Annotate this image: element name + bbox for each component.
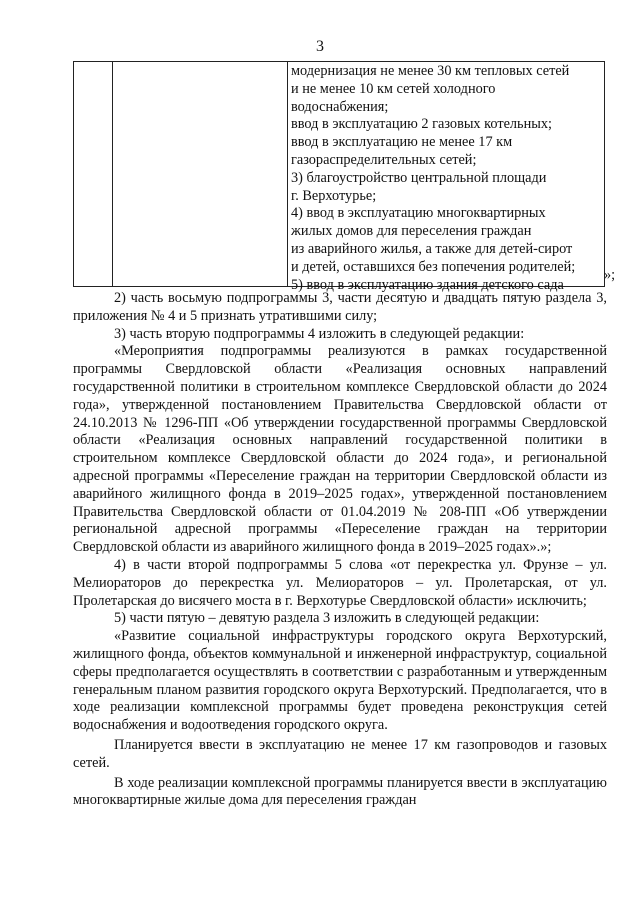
table-column-divider bbox=[287, 61, 288, 287]
paragraph: 4) в части второй подпрограммы 5 слова «от перекрестка ул. Фрунзе – ул. Мелиораторов до перекрестка ул. Мелиораторов – ул. Пролетарская, от ул. Пролетарская до висячего моста в г. Верхотурье Свердловской области» исключить; bbox=[73, 556, 607, 609]
paragraph: 5) части пятую – девятую раздела 3 изложить в следующей редакции: bbox=[114, 610, 540, 627]
table-cell-line: газораспределительных сетей; bbox=[291, 151, 477, 168]
table-cell-line: и детей, оставшихся без попечения родителей; bbox=[291, 258, 576, 275]
table-cell-line: ввод в эксплуатацию 2 газовых котельных; bbox=[291, 116, 552, 133]
table-cell-line: из аварийного жилья, а также для детей-сирот bbox=[291, 240, 573, 257]
table-cell-line: г. Верхотурье; bbox=[291, 187, 377, 204]
table-cell-line: модернизация не менее 30 км тепловых сетей bbox=[291, 63, 570, 79]
program-table-fragment bbox=[73, 61, 605, 293]
page-number: 3 bbox=[316, 38, 324, 55]
table-cell-line: 5) ввод в эксплуатацию здания детского сада bbox=[291, 276, 564, 293]
document-body bbox=[73, 290, 607, 810]
paragraph: «Мероприятия подпрограммы реализуются в рамках государственной программы Свердловской области «Реализация основных направлений государственной политики в строительном комплексе Свердловской области до 2024 года», утвержденной постановлением Правительства Свердловской области от 24.10.2013 № 1296-ПП «Об утверждении государственной программы Свердловской области «Реализация основных направлений государственной политики в строительном комплексе Свердловской области до 2024 года», и региональной адресной программы «Переселение граждан на территории Свердловской области из аварийного жилищного фонда в 2019–2025 годах», утвержденной постановлением Правительства Свердловской области от 01.04.2019 № 208-ПП «Об утверждении региональной адресной программы «Переселение граждан на территории Свердловской области из аварийного жилищного фонда в 2019–2025 годах».»; bbox=[73, 343, 607, 556]
table-cell-line: ввод в эксплуатацию не менее 17 км bbox=[291, 134, 513, 151]
paragraph: Планируется ввести в эксплуатацию не менее 17 км газопроводов и газовых сетей. bbox=[73, 736, 607, 771]
table-cell-line: и не менее 10 км сетей холодного bbox=[291, 80, 496, 97]
table-cell-line: жилых домов для переселения граждан bbox=[291, 223, 532, 240]
table-column-divider bbox=[112, 61, 113, 287]
table-cell-line: 4) ввод в эксплуатацию многоквартирных bbox=[291, 205, 546, 222]
table-cell-line: 3) благоустройство центральной площади bbox=[291, 169, 547, 186]
table-closing-quote: »; bbox=[604, 267, 616, 283]
table-cell-line: водоснабжения; bbox=[291, 98, 389, 115]
table-cell-text bbox=[291, 63, 603, 294]
paragraph: В ходе реализации комплексной программы планируется ввести в эксплуатацию многоквартирные жилые дома для переселения граждан bbox=[73, 774, 607, 809]
paragraph: 2) часть восьмую подпрограммы 3, части десятую и двадцать пятую раздела 3, приложения № 4 и 5 признать утратившими силу; bbox=[73, 290, 607, 324]
paragraph: «Развитие социальной инфраструктуры городского округа Верхотурский, жилищного фонда, объектов коммунальной и инженерной инфраструктур, социальной сферы предполагается осуществлять в соответствии с разработанным и утвержденным генеральным планом развития городского округа Верхотурский. Предполагается, что в ходе реализации комплексной программы будет проведена реконструкция сетей водоснабжения и водоотведения городского округа. bbox=[73, 628, 607, 734]
paragraph: 3) часть вторую подпрограммы 4 изложить в следующей редакции: bbox=[114, 325, 525, 342]
